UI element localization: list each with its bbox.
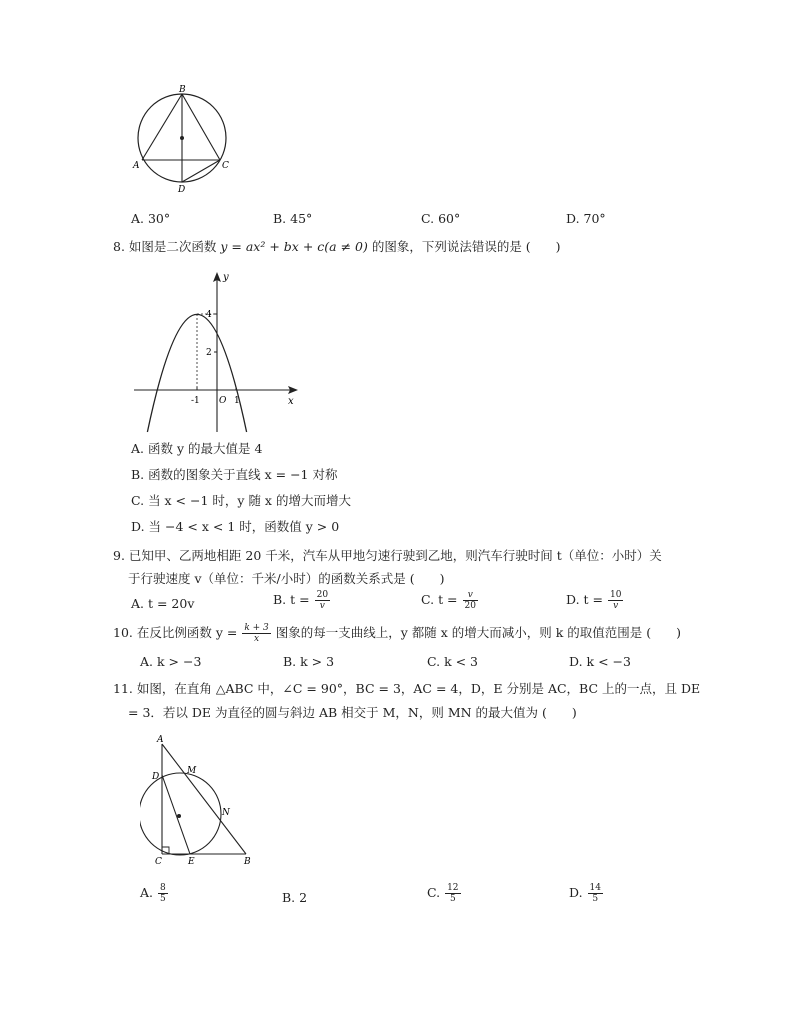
q11-option-c[interactable]: C. $\frac{12}{5}$ — [427, 883, 459, 904]
q8-stem-pre: 8. 如图是二次函数 — [113, 239, 221, 254]
label-A: A — [157, 735, 164, 745]
tick-1: 1 — [234, 396, 240, 406]
x-axis-label: x — [288, 396, 294, 407]
q8-stem-post: 的图象，下列说法错误的是 ( ) — [367, 239, 561, 254]
label-D: D — [152, 772, 160, 782]
parabola-curve — [147, 314, 246, 432]
q9-option-b[interactable]: B. t = $\frac{20}{v}$ — [273, 590, 329, 611]
q11-stem-line2: = 3．若以 DE 为直径的圆与斜边 AB 相交于 M，N，则 MN 的最大值为 ( ) — [128, 705, 577, 720]
q9-option-c[interactable]: C. t = $\frac{v}{20}$ — [421, 590, 476, 611]
label-C: C — [155, 857, 162, 867]
q11-a-fraction: $\frac{8}{5}$ — [160, 883, 166, 904]
q11-stem-line1: 11. 如图，在直角 △ABC 中，∠C = 90°，BC = 3，AC = 4，D，E 分别是 AC，BC 上的一点，且 DE — [113, 681, 701, 696]
q7-option-b[interactable]: B. 45° — [273, 211, 313, 226]
label-B: B — [244, 857, 251, 867]
origin-label: O — [219, 396, 227, 406]
circle-center-dot — [177, 814, 181, 818]
q11-d-fraction: $\frac{14}{5}$ — [589, 883, 601, 904]
q11-option-b[interactable]: B. 2 — [282, 890, 308, 905]
q7-option-a[interactable]: A. 30° — [131, 211, 171, 226]
q8-stem — [113, 237, 561, 255]
q11-option-a[interactable]: A. $\frac{8}{5}$ — [140, 883, 166, 904]
parabola-graph — [130, 266, 305, 434]
q8-option-b[interactable]: B. 函数的图象关于直线 x = −1 对称 — [131, 467, 338, 482]
q11-c-fraction: $\frac{12}{5}$ — [447, 883, 459, 904]
q11-option-d[interactable]: D. $\frac{14}{5}$ — [569, 883, 601, 904]
q9-c-fraction: $\frac{v}{20}$ — [464, 590, 476, 611]
label-M: M — [187, 766, 197, 776]
de-circle — [140, 773, 221, 855]
label-A: A — [133, 161, 140, 171]
q10-option-d[interactable]: D. k < −3 — [569, 654, 631, 669]
q9-stem-line1: 9. 已知甲、乙两地相距 20 千米，汽车从甲地匀速行驶到乙地，则汽车行驶时间 t（单位：小时）关 — [113, 548, 662, 563]
circle-triangle-figure — [130, 82, 240, 194]
label-C: C — [222, 161, 229, 171]
q9-option-d[interactable]: D. t = $\frac{10}{v}$ — [566, 590, 622, 611]
q9-d-fraction: $\frac{10}{v}$ — [609, 590, 622, 611]
label-B: B — [179, 85, 186, 95]
q7-option-c[interactable]: C. 60° — [421, 211, 461, 226]
q10-fraction: $\frac{k + 3}{x}$ — [244, 623, 269, 644]
tick-neg1: -1 — [191, 396, 200, 406]
q10-stem: 10. 在反比例函数 y = $\frac{k + 3}{x}$ 图象的每一支曲线上，y 都随 x 的增大而减小，则 k 的取值范围是 ( ) — [113, 623, 682, 644]
q9-option-a[interactable]: A. t = 20v — [131, 596, 195, 611]
tick-2: 2 — [206, 348, 212, 358]
q9-b-fraction: $\frac{20}{v}$ — [316, 590, 329, 611]
label-N: N — [222, 808, 230, 818]
q8-option-c[interactable]: C. 当 x < −1 时，y 随 x 的增大而增大 — [131, 493, 351, 508]
q7-option-d[interactable]: D. 70° — [566, 211, 606, 226]
tick-4: 4 — [206, 310, 212, 320]
q8-option-a[interactable]: A. 函数 y 的最大值是 4 — [131, 441, 263, 456]
y-axis-label: y — [223, 272, 229, 283]
label-E: E — [188, 857, 195, 867]
segment-de — [162, 775, 190, 854]
right-triangle-figure — [140, 730, 260, 870]
center-dot — [180, 136, 184, 140]
q10-option-c[interactable]: C. k < 3 — [427, 654, 479, 669]
q10-option-b[interactable]: B. k > 3 — [283, 654, 335, 669]
q10-option-a[interactable]: A. k > −3 — [140, 654, 202, 669]
q9-stem-line2: 于行驶速度 v（单位：千米/小时）的函数关系式是 ( ) — [128, 571, 445, 586]
q8-option-d[interactable]: D. 当 −4 < x < 1 时，函数值 y > 0 — [131, 519, 340, 534]
q8-formula: y = ax² + bx + c(a ≠ 0) — [220, 239, 368, 254]
label-D: D — [178, 185, 186, 194]
